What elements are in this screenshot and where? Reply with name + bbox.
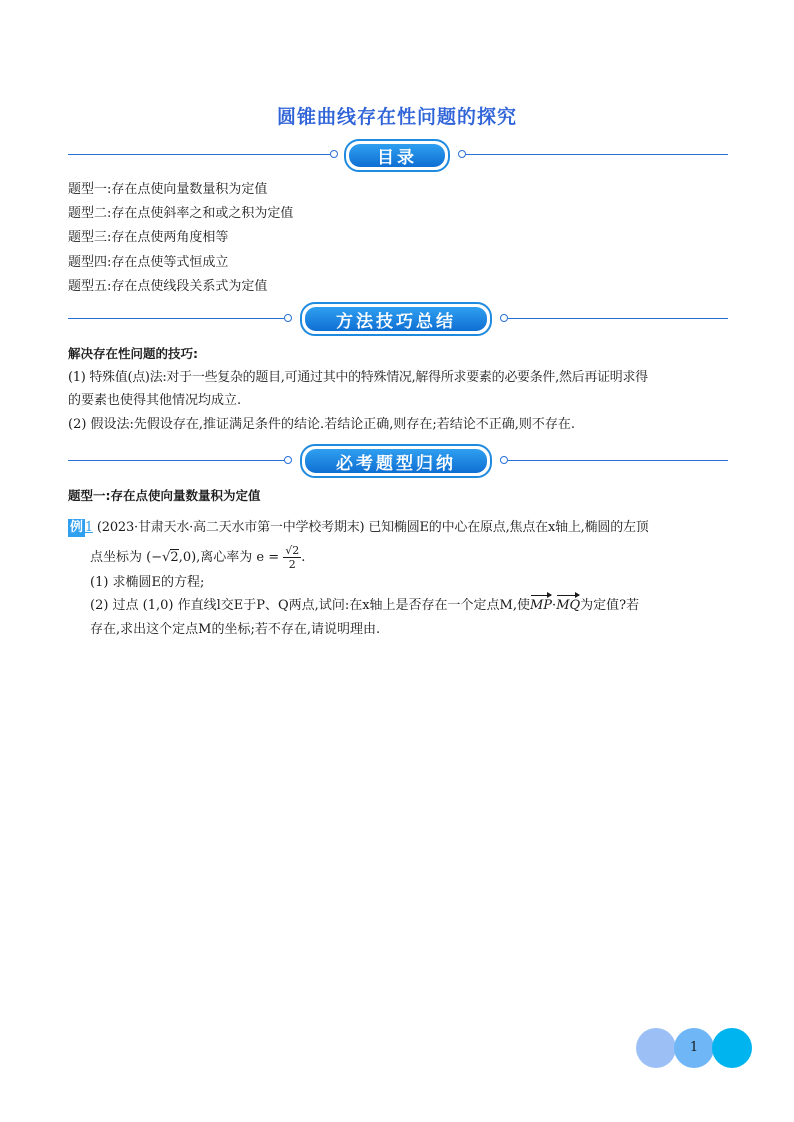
example-line-2: 点坐标为 (−√2,0),离心率为 e = $\frac{√2}{2}$ .: [90, 543, 306, 571]
section-rule-dot-left: [284, 456, 292, 464]
section-rule-right: [466, 154, 728, 155]
example-text: (2) 过点 (1,0) 作直线l交E于P、Q两点,试问:在x轴上是否存在一个定点M,使: [90, 598, 530, 613]
example-number: 1: [84, 520, 93, 535]
section-rule-left: [68, 154, 330, 155]
toc-item: 题型五:存在点使线段关系式为定值: [68, 278, 268, 294]
section-header-must-label: 必考题型归纳: [305, 449, 487, 473]
badge-circle-left: [636, 1028, 676, 1068]
question-2: [68, 594, 738, 618]
fraction-numerator: √2: [285, 543, 300, 557]
methods-content: [68, 342, 733, 436]
methods-heading: 解决存在性问题的技巧:: [68, 346, 198, 361]
toc-item: 题型三:存在点使两角度相等: [68, 230, 229, 246]
methods-paragraph-1: (1) 特殊值(点)法:对于一些复杂的题目,可通过其中的特殊情况,解得所求要素的必要条件,然后再证明求得: [68, 369, 648, 385]
methods-paragraph-1-cont: 的要素也使得其他情况均成立.: [68, 393, 242, 408]
section-header-toc-label: 目录: [349, 144, 445, 167]
fraction-denominator: 2: [288, 557, 296, 571]
section-rule-dot-left: [284, 314, 292, 322]
toc-item: 题型四:存在点使等式恒成立: [68, 254, 229, 270]
example-text: .: [301, 549, 306, 565]
section-rule-left: [68, 318, 284, 319]
example-text: (2023·甘肃天水·高二天水市第一中学校考期末) 已知椭圆E的中心在原点,焦点在x轴上,椭圆的左顶: [96, 520, 649, 535]
table-of-contents: [68, 178, 293, 299]
problem-type-heading: 题型一:存在点使向量数量积为定值: [68, 488, 261, 503]
section-rule-dot-left: [330, 150, 338, 158]
section-rule-left: [68, 460, 284, 461]
section-header-toc: [344, 139, 450, 172]
question-2-cont: 存在,求出这个定点M的坐标;若不存在,请说明理由.: [90, 621, 381, 637]
question-1: (1) 求椭圆E的方程;: [90, 574, 205, 590]
example-text: ,0),离心率为 e =: [178, 549, 284, 565]
badge-circle-right: [712, 1028, 752, 1068]
sqrt-value: 2: [170, 549, 179, 565]
eccentricity-fraction: [283, 544, 301, 571]
example-text: 为定值?若: [580, 598, 640, 613]
page-number-badge: [636, 1028, 752, 1068]
section-header-methods: [300, 302, 492, 336]
methods-paragraph-2: (2) 假设法:先假设存在,推证满足条件的结论.若结论正确,则存在;若结论不正确,则不存在.: [68, 416, 575, 432]
section-rule-right: [508, 460, 728, 461]
example-line-1: [68, 516, 738, 540]
toc-item: 题型一:存在点使向量数量积为定值: [68, 182, 268, 197]
section-rule-dot-right: [458, 150, 466, 158]
example-tag: 例: [70, 520, 83, 535]
toc-item: 题型二:存在点使斜率之和或之积为定值: [68, 206, 294, 222]
section-header-must: [300, 444, 492, 478]
section-rule-dot-right: [500, 314, 508, 322]
vector-mp: MP: [530, 594, 552, 618]
document-title: 圆锥曲线存在性问题的探究: [276, 106, 517, 128]
vector-mq: MQ: [556, 594, 580, 618]
dot-operator: ·: [552, 598, 557, 613]
page-number: 1: [689, 1040, 699, 1055]
example-text: 点坐标为 (−: [90, 549, 163, 565]
section-header-methods-label: 方法技巧总结: [305, 307, 487, 331]
section-rule-dot-right: [500, 456, 508, 464]
section-rule-right: [508, 318, 728, 319]
example-1: [68, 516, 738, 641]
